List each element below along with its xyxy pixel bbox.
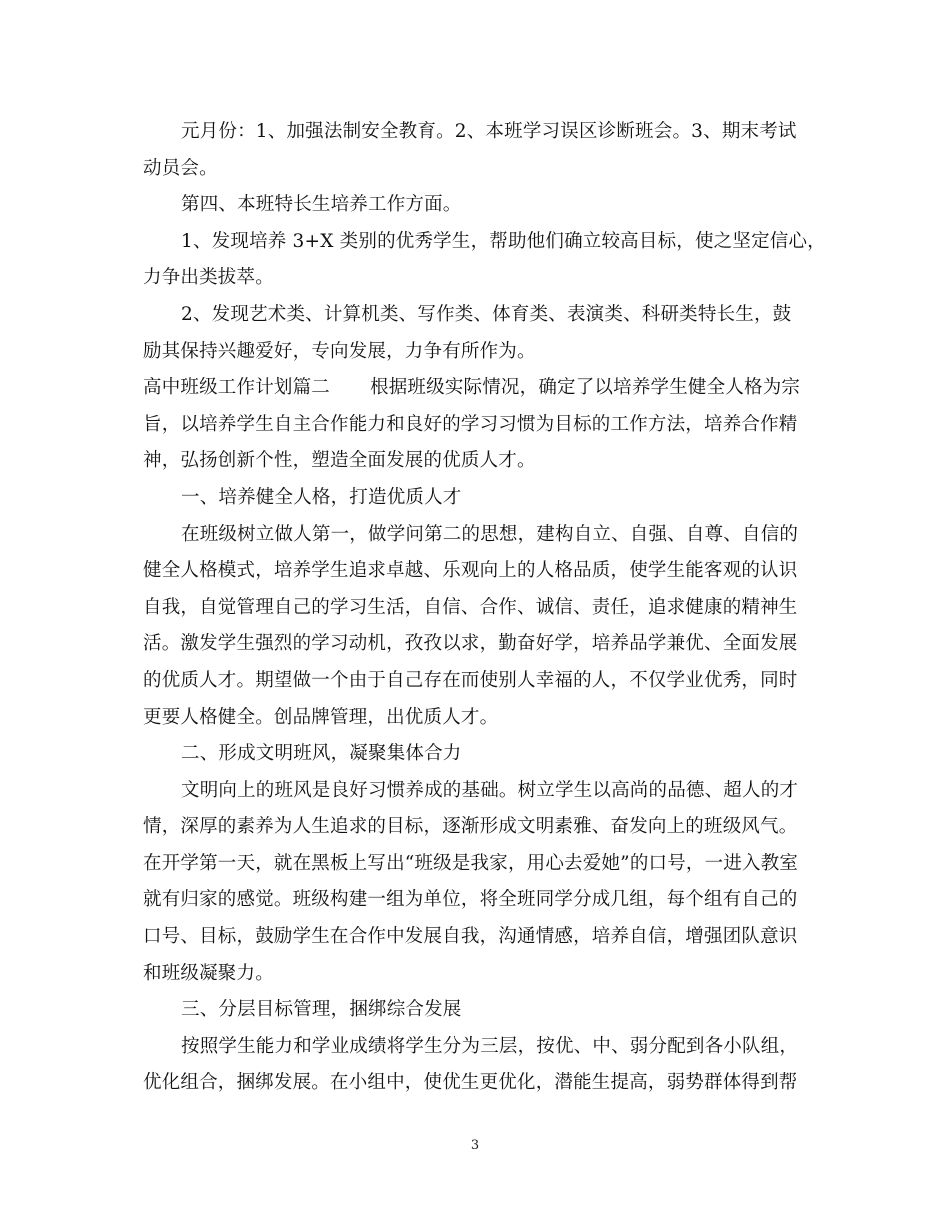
paragraph-line: 二、形成文明班风，凝聚集体合力 bbox=[181, 743, 462, 765]
paragraph-line: 2、发现艺术类、计算机类、写作类、体育类、表演类、科研类特长生，鼓 bbox=[181, 303, 792, 325]
paragraph-class-style bbox=[143, 773, 803, 993]
paragraph-line: 在班级树立做人第一，做学问第二的思想，建构自立、自强、自尊、自信的 bbox=[181, 523, 799, 545]
paragraph-line: 文明向上的班风是良好习惯养成的基础。树立学生以高尚的品德、超人的才 bbox=[181, 779, 799, 801]
paragraph-line bbox=[143, 370, 803, 407]
paragraph-line: 元月份：1、加强法制安全教育。2、本班学习误区诊断班会。3、期末考试 bbox=[181, 121, 797, 142]
paragraph-line: 1、发现培养 3+X 类别的优秀学生，帮助他们确立较高目标，使之坚定信心， bbox=[181, 230, 826, 252]
paragraph-line: 情，深厚的素养为人生追求的目标，逐渐形成文明素雅、奋发向上的班级风气。 bbox=[143, 816, 798, 838]
paragraph-item-1 bbox=[143, 224, 826, 297]
paragraph-line: 神，弘扬创新个性，塑造全面发展的优质人才。 bbox=[143, 450, 536, 472]
section-heading-fourth bbox=[143, 187, 803, 224]
paragraph-line: 力争出类拔萃。 bbox=[143, 267, 274, 289]
paragraph-january-plan bbox=[143, 114, 803, 187]
paragraph-line: 优化组合，捆绑发展。在小组中，使优生更优化，潜能生提高，弱势群体得到帮 bbox=[143, 1072, 798, 1094]
page-number: 3 bbox=[470, 1138, 480, 1153]
paragraph-layered-management bbox=[143, 1029, 803, 1102]
paragraph-line: 的优质人才。期望做一个由于自己存在而使别人幸福的人，不仅学业优秀，同时 bbox=[143, 669, 798, 691]
section-heading-three bbox=[143, 992, 803, 1029]
paragraph-line: 一、培养健全人格，打造优质人才 bbox=[181, 486, 462, 508]
paragraph-line-text: 根据班级实际情况，确定了以培养学生健全人格为宗 bbox=[370, 377, 801, 399]
paragraph-line: 自我，自觉管理自己的学习生活，自信、合作、诚信、责任，追求健康的精神生 bbox=[143, 596, 798, 618]
paragraph-line: 和班级凝聚力。 bbox=[143, 962, 274, 984]
paragraph-personality bbox=[143, 517, 803, 737]
section-heading-two bbox=[143, 736, 803, 773]
document-body bbox=[143, 114, 826, 1102]
paragraph-item-2 bbox=[143, 297, 803, 370]
paragraph-line: 第四、本班特长生培养工作方面。 bbox=[181, 194, 462, 216]
paragraph-line: 在开学第一天，就在黑板上写出“班级是我家，用心去爱她”的口号，一进入教室 bbox=[143, 852, 799, 874]
paragraph-line: 更要人格健全。创品牌管理，出优质人才。 bbox=[143, 706, 499, 728]
paragraph-line: 动员会。 bbox=[143, 157, 218, 179]
paragraph-line: 健全人格模式，培养学生追求卓越、乐观向上的人格品质，使学生能客观的认识 bbox=[143, 560, 798, 582]
paragraph-line: 口号、目标，鼓励学生在合作中发展自我，沟通情感，培养自信，增强团队意识 bbox=[143, 926, 798, 948]
paragraph-line: 按照学生能力和学业成绩将学生分为三层，按优、中、弱分配到各小队组， bbox=[181, 1035, 799, 1057]
document-heading: 高中班级工作计划篇二 bbox=[143, 377, 331, 399]
paragraph-line: 就有归家的感觉。班级构建一组为单位，将全班同学分成几组，每个组有自己的 bbox=[143, 889, 798, 911]
paragraph-line: 旨，以培养学生自主合作能力和良好的学习习惯为目标的工作方法，培养合作精 bbox=[143, 413, 798, 435]
paragraph-line: 励其保持兴趣爱好，专向发展，力争有所作为。 bbox=[143, 340, 536, 362]
paragraph-plan-two bbox=[143, 370, 803, 480]
section-heading-one bbox=[143, 480, 803, 517]
paragraph-line: 活。激发学生强烈的学习动机，孜孜以求，勤奋好学，培养品学兼优、全面发展 bbox=[143, 633, 798, 655]
paragraph-line: 三、分层目标管理，捆绑综合发展 bbox=[181, 999, 462, 1021]
